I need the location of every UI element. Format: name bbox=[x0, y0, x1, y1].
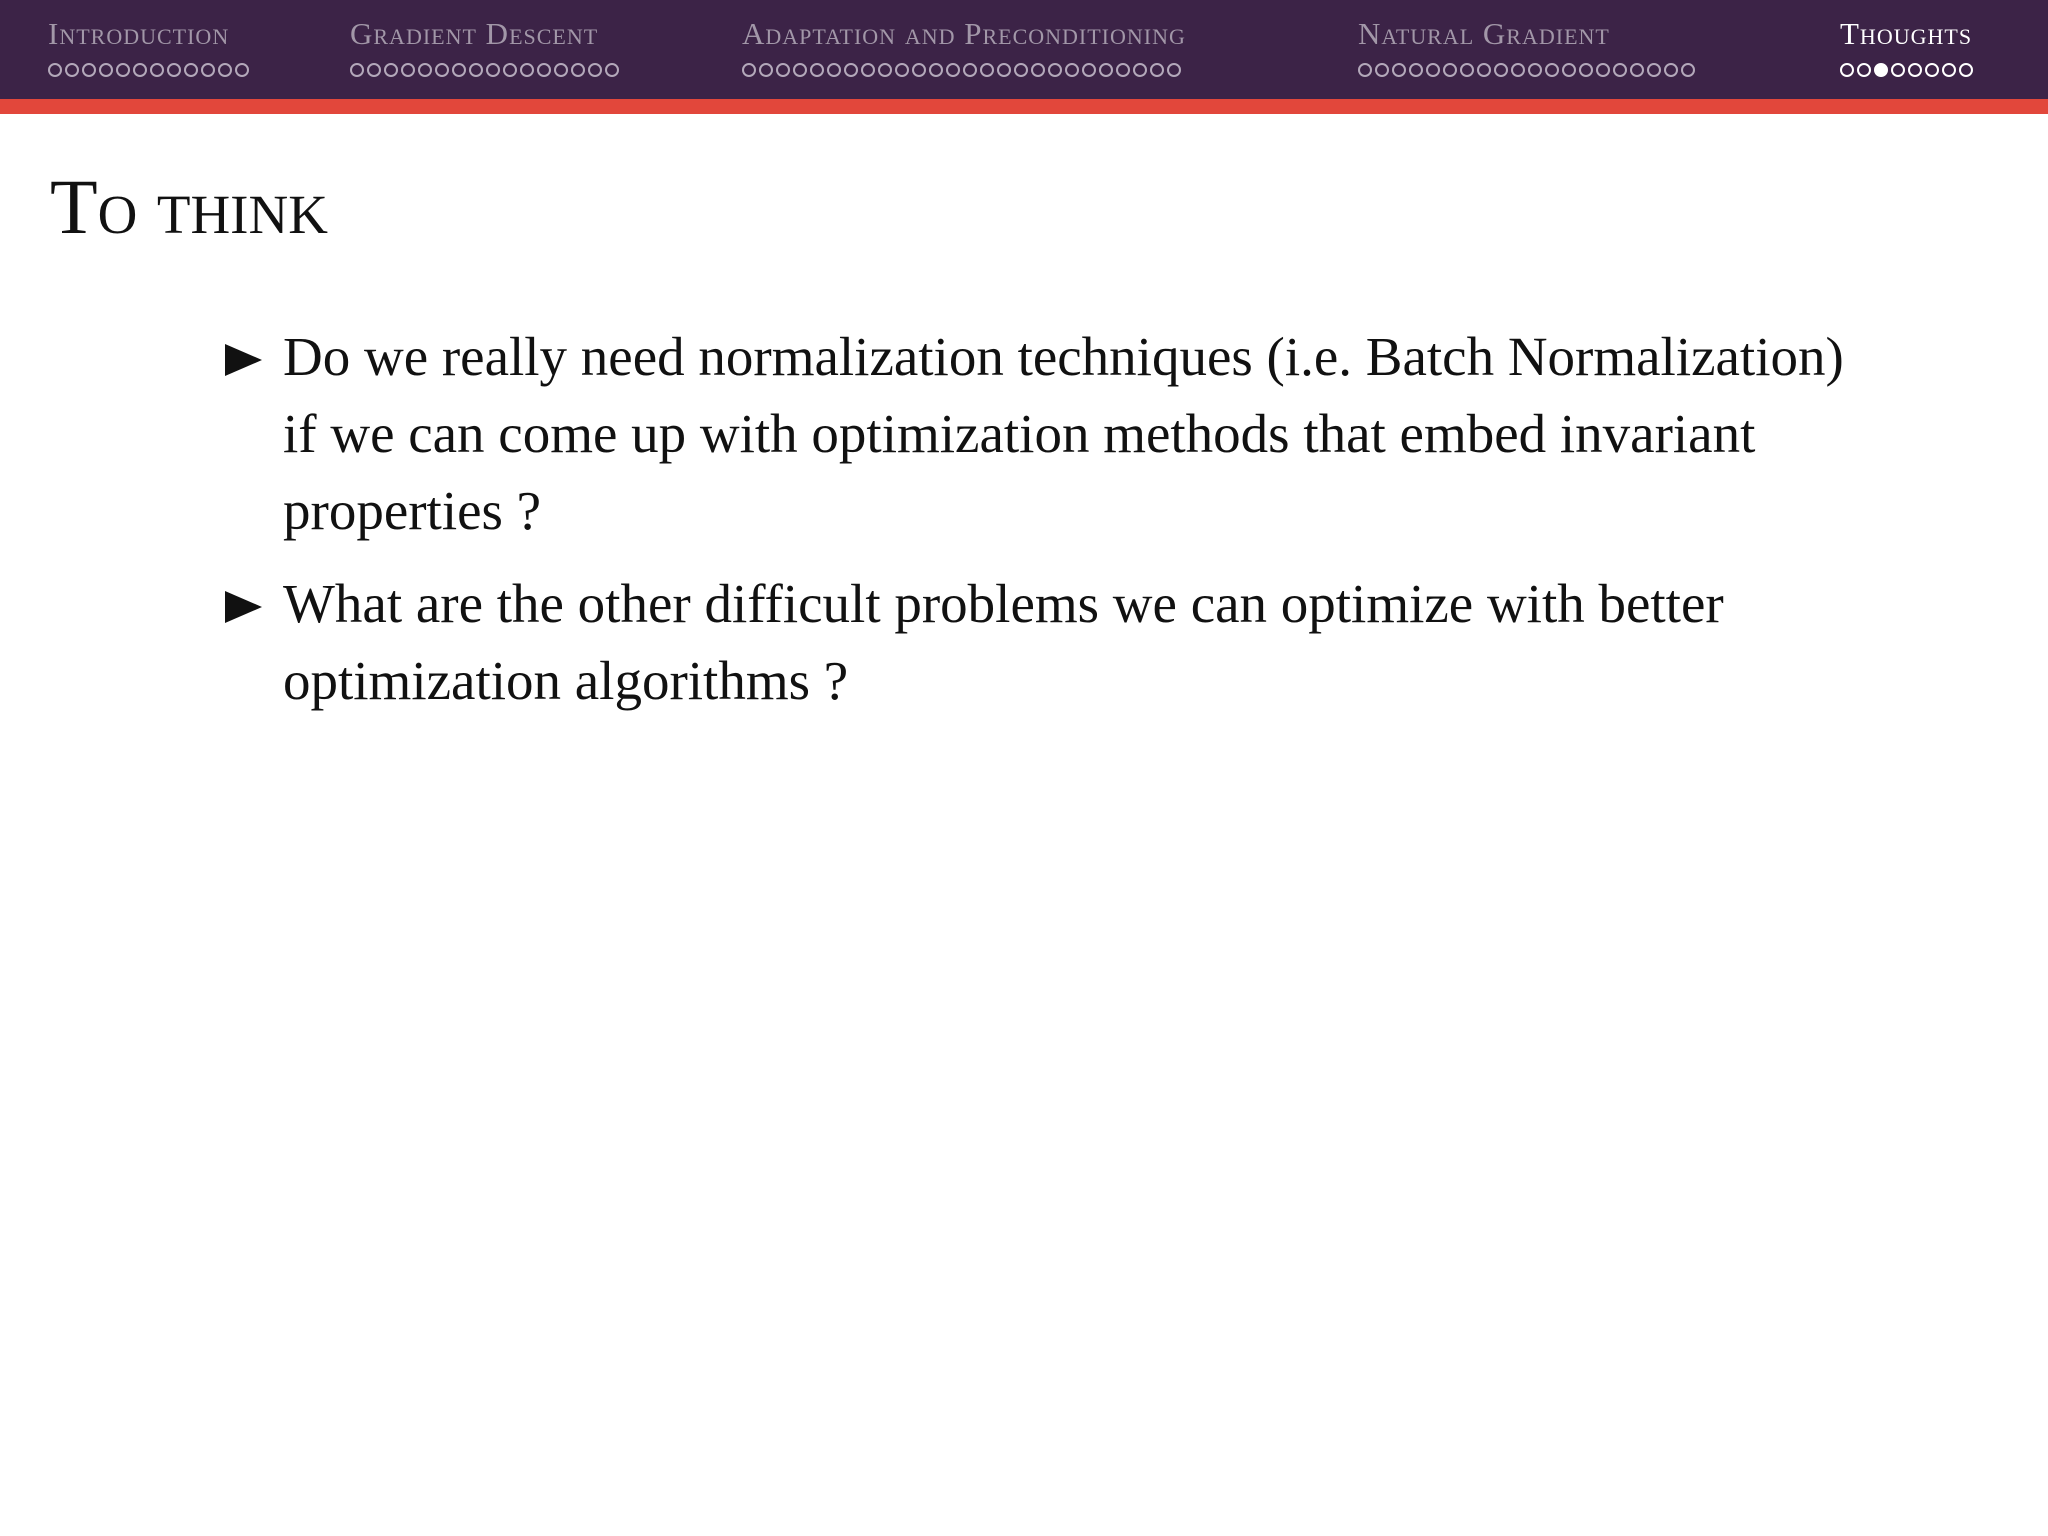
slide-dot[interactable] bbox=[588, 63, 602, 77]
slide-dot[interactable] bbox=[742, 63, 756, 77]
slide-dot[interactable] bbox=[605, 63, 619, 77]
slide-dot[interactable] bbox=[520, 63, 534, 77]
slide-dot[interactable] bbox=[116, 63, 130, 77]
slide-dot[interactable] bbox=[1511, 63, 1525, 77]
header-accent-rule bbox=[0, 99, 2048, 114]
slide-dot[interactable] bbox=[1908, 63, 1922, 77]
slide-dot[interactable] bbox=[1647, 63, 1661, 77]
slide-dot[interactable] bbox=[82, 63, 96, 77]
slide-dot[interactable] bbox=[435, 63, 449, 77]
nav-section-adaptation-preconditioning[interactable] bbox=[742, 18, 1186, 77]
slide-dot[interactable] bbox=[554, 63, 568, 77]
slide-dot[interactable] bbox=[1613, 63, 1627, 77]
nav-section-title[interactable]: Introduction bbox=[48, 16, 230, 51]
slide-title: To think bbox=[50, 163, 328, 250]
slide-dot[interactable] bbox=[384, 63, 398, 77]
slide-dot[interactable] bbox=[418, 63, 432, 77]
slide-dot[interactable] bbox=[997, 63, 1011, 77]
slide-dot[interactable] bbox=[218, 63, 232, 77]
bullet-item bbox=[225, 318, 1865, 549]
bullet-text: What are the other difficult problems we can optimize with better optimization algorithms ? bbox=[283, 573, 1724, 711]
slide-dot[interactable] bbox=[1358, 63, 1372, 77]
bullet-text: Do we really need normalization techniques (i.e. Batch Normalization) if we can come up with optimization methods that embed invariant properties ? bbox=[283, 326, 1844, 541]
slide-dot[interactable] bbox=[1392, 63, 1406, 77]
slide-dot[interactable] bbox=[1133, 63, 1147, 77]
slide-dot[interactable] bbox=[1409, 63, 1423, 77]
slide-dot[interactable] bbox=[1528, 63, 1542, 77]
slide-dot[interactable] bbox=[1048, 63, 1062, 77]
slide-dot[interactable] bbox=[1681, 63, 1695, 77]
nav-section-thoughts[interactable] bbox=[1840, 18, 1973, 77]
slide-dot[interactable] bbox=[827, 63, 841, 77]
slide-progress-dots bbox=[48, 63, 249, 77]
slide-dot[interactable] bbox=[503, 63, 517, 77]
slide-dot[interactable] bbox=[571, 63, 585, 77]
slide-dot[interactable] bbox=[1630, 63, 1644, 77]
slide-dot[interactable] bbox=[452, 63, 466, 77]
slide-dot[interactable] bbox=[946, 63, 960, 77]
slide-dot[interactable] bbox=[1579, 63, 1593, 77]
slide-dot[interactable] bbox=[912, 63, 926, 77]
nav-section-natural-gradient[interactable] bbox=[1358, 18, 1695, 77]
slide-dot[interactable] bbox=[1891, 63, 1905, 77]
slide-progress-dots bbox=[1840, 63, 1973, 77]
slide-dot[interactable] bbox=[861, 63, 875, 77]
nav-section-title[interactable]: Gradient Descent bbox=[350, 16, 599, 51]
slide-dot[interactable] bbox=[401, 63, 415, 77]
slide-dot[interactable] bbox=[963, 63, 977, 77]
slide-dot[interactable] bbox=[1375, 63, 1389, 77]
slide-dot[interactable] bbox=[537, 63, 551, 77]
slide-dot[interactable] bbox=[1460, 63, 1474, 77]
slide-dot[interactable] bbox=[350, 63, 364, 77]
slide-dot[interactable] bbox=[1840, 63, 1854, 77]
slide-dot[interactable] bbox=[1065, 63, 1079, 77]
slide-dot[interactable] bbox=[810, 63, 824, 77]
slide-dot[interactable] bbox=[1116, 63, 1130, 77]
slide-dot[interactable] bbox=[793, 63, 807, 77]
slide-dot[interactable] bbox=[1545, 63, 1559, 77]
slide-dot[interactable] bbox=[1857, 63, 1871, 77]
nav-section-title[interactable]: Natural Gradient bbox=[1358, 16, 1610, 51]
slide-dot[interactable] bbox=[1443, 63, 1457, 77]
slide-dot[interactable] bbox=[1942, 63, 1956, 77]
slide-dot[interactable] bbox=[1167, 63, 1181, 77]
nav-section-gradient-descent[interactable] bbox=[350, 18, 619, 77]
slide-dot[interactable] bbox=[1477, 63, 1491, 77]
slide-dot[interactable] bbox=[1014, 63, 1028, 77]
current-slide-dot[interactable] bbox=[1874, 63, 1888, 77]
slide-progress-dots bbox=[350, 63, 619, 77]
slide-progress-dots bbox=[1358, 63, 1695, 77]
triangle-bullet-icon bbox=[225, 344, 262, 376]
slide-dot[interactable] bbox=[1426, 63, 1440, 77]
slide-dot[interactable] bbox=[201, 63, 215, 77]
slide-dot[interactable] bbox=[1925, 63, 1939, 77]
slide-dot[interactable] bbox=[1959, 63, 1973, 77]
slide-dot[interactable] bbox=[1562, 63, 1576, 77]
slide-dot[interactable] bbox=[48, 63, 62, 77]
slide-dot[interactable] bbox=[844, 63, 858, 77]
slide-dot[interactable] bbox=[184, 63, 198, 77]
slide-dot[interactable] bbox=[759, 63, 773, 77]
slide-dot[interactable] bbox=[65, 63, 79, 77]
slide-dot[interactable] bbox=[167, 63, 181, 77]
slide-dot[interactable] bbox=[486, 63, 500, 77]
slide-dot[interactable] bbox=[878, 63, 892, 77]
slide-dot[interactable] bbox=[1664, 63, 1678, 77]
slide-dot[interactable] bbox=[980, 63, 994, 77]
slide-dot[interactable] bbox=[929, 63, 943, 77]
nav-section-title[interactable]: Adaptation and Preconditioning bbox=[742, 16, 1186, 51]
section-navigation-bar bbox=[0, 0, 2048, 99]
slide-progress-dots bbox=[742, 63, 1186, 77]
slide-dot[interactable] bbox=[776, 63, 790, 77]
nav-section-title[interactable]: Thoughts bbox=[1840, 16, 1973, 51]
slide-dot[interactable] bbox=[235, 63, 249, 77]
slide-dot[interactable] bbox=[99, 63, 113, 77]
slide-dot[interactable] bbox=[1494, 63, 1508, 77]
slide-dot[interactable] bbox=[133, 63, 147, 77]
slide-dot[interactable] bbox=[1082, 63, 1096, 77]
slide-dot[interactable] bbox=[469, 63, 483, 77]
nav-section-introduction[interactable] bbox=[48, 18, 249, 77]
slide-dot[interactable] bbox=[150, 63, 164, 77]
slide-dot[interactable] bbox=[1150, 63, 1164, 77]
slide-dot[interactable] bbox=[895, 63, 909, 77]
bullet-list bbox=[225, 318, 1865, 735]
slide-dot[interactable] bbox=[367, 63, 381, 77]
slide-dot[interactable] bbox=[1031, 63, 1045, 77]
triangle-bullet-icon bbox=[225, 591, 262, 623]
slide-dot[interactable] bbox=[1596, 63, 1610, 77]
slide-dot[interactable] bbox=[1099, 63, 1113, 77]
bullet-item bbox=[225, 565, 1865, 719]
